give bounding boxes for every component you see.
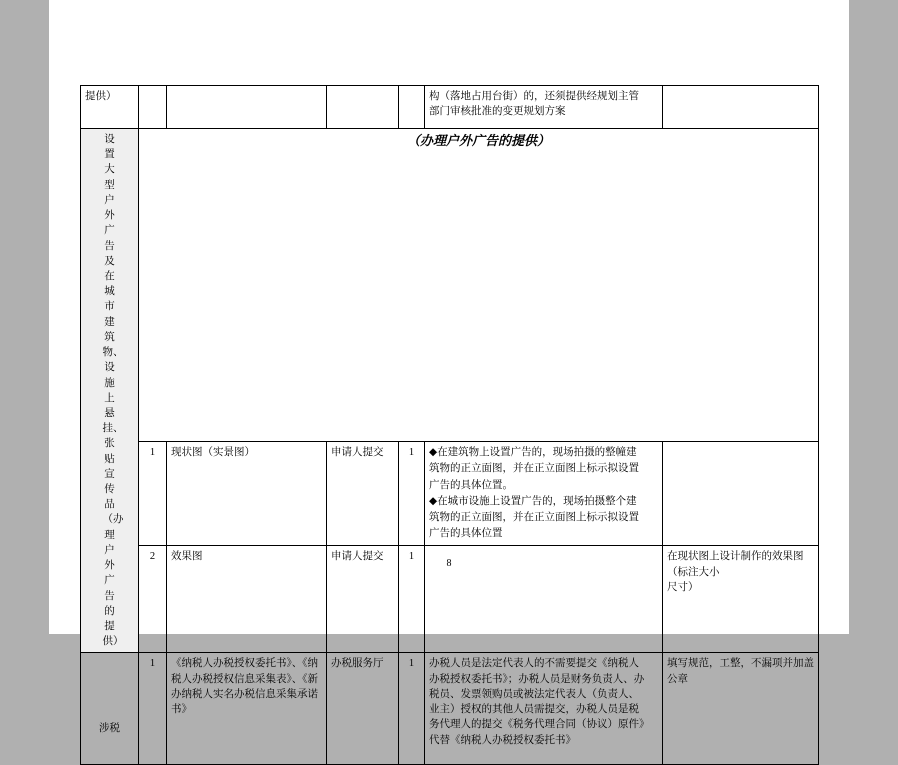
category-tax-text: 涉税 [99,723,120,735]
cell-requirement-1 [425,442,663,546]
cell-source-empty [327,86,399,129]
cell-count-3 [399,653,425,765]
category-continued-text: 提供） [85,91,117,102]
table-row [81,129,819,442]
category-outdoor-ad-text: 设置大型户外广告及在城市建筑物、设施上悬挂、张贴宣传品（办理户外广告的提供） [102,134,124,648]
cell-count-empty [399,86,425,129]
cell-seq-3 [139,653,167,765]
cell-material-1 [167,442,327,546]
cell-seq-empty [139,86,167,129]
table-row [81,442,819,546]
requirement-line-5: 筑物的正立面图，并在正立面图上标示拟设置 [429,512,639,523]
requirement-line-6: 广告的具体位置 [429,528,503,540]
cell-remark-3 [663,653,819,765]
section-banner-title: （办理户外广告的提供） [406,133,550,148]
table-row [81,86,819,129]
cell-source-1 [327,442,399,546]
cell-remark-empty [663,86,819,129]
requirements-table [80,85,819,765]
cell-category-continued [81,86,139,129]
cell-category-tax [81,653,139,765]
count-text: 1 [408,551,415,563]
source-text: 办税服务厅 [331,658,384,670]
requirement-line-2: 办税授权委托书》；办税人员是财务负责人、办 [429,673,645,685]
requirement-line-3: 税员、发票领购员或被法定代表人（负责人、 [429,688,639,700]
page-number: 8 [446,558,452,569]
requirement-line-4: ◆在城市设施上设置广告的，现场拍摄整个建 [429,495,637,507]
requirement-line-2: 部门审核批准的变更规划方案 [429,106,566,118]
remark-line-1: 在现状图上设计制作的效果图（标注大小 [667,551,804,578]
count-text: 1 [408,447,415,459]
cell-section-banner [139,129,819,442]
seq-text: 2 [149,551,156,563]
requirement-line-4: 业主）授权的其他人员需提交，办税人员是税 [429,704,639,716]
material-text: 《纳税人办税授权委托书》、《纳税人办税授权信息采集表》、《新办纳税人实名办税信息采集承诺书》 [171,658,318,716]
source-text: 申请人提交 [331,551,384,563]
cell-requirement-continued [425,86,663,129]
requirement-line-1: ◆在建筑物上设置广告的，现场拍摄的整幢建 [429,447,637,459]
requirement-line-3: 广告的具体位置。 [429,479,513,491]
requirement-line-1: 办税人员是法定代表人的不需要提交《纳税人 [429,658,639,670]
seq-text: 1 [149,447,156,459]
remark-line-2: 尺寸） [667,581,699,593]
material-text: 效果图 [171,551,203,563]
cell-material-3 [167,653,327,765]
material-text: 现状图（实景图） [171,447,255,459]
cell-category-outdoor-ad [81,129,139,653]
remark-text: 填写规范，工整，不漏项并加盖公章 [667,658,814,685]
table-row [81,653,819,765]
cell-count-1 [399,442,425,546]
cell-material-empty [167,86,327,129]
requirement-line-2: 筑物的正立面图，并在正立面图上标示拟设置 [429,463,639,475]
cell-seq-1 [139,442,167,546]
seq-text: 1 [149,658,156,670]
requirement-line-5: 务代理人的提交《税务代理合同（协议）原件》 [429,719,650,731]
document-page [49,0,849,746]
cell-requirement-3 [425,653,663,765]
cell-remark-1 [663,442,819,546]
requirement-line-1: 构（落地占用台街）的，还须提供经规划主管 [429,91,639,102]
table-container [80,85,818,765]
cell-source-3 [327,653,399,765]
source-text: 申请人提交 [331,447,384,459]
requirement-line-6: 代替《纳税人办税授权委托书》 [429,734,576,746]
count-text: 1 [408,658,415,670]
